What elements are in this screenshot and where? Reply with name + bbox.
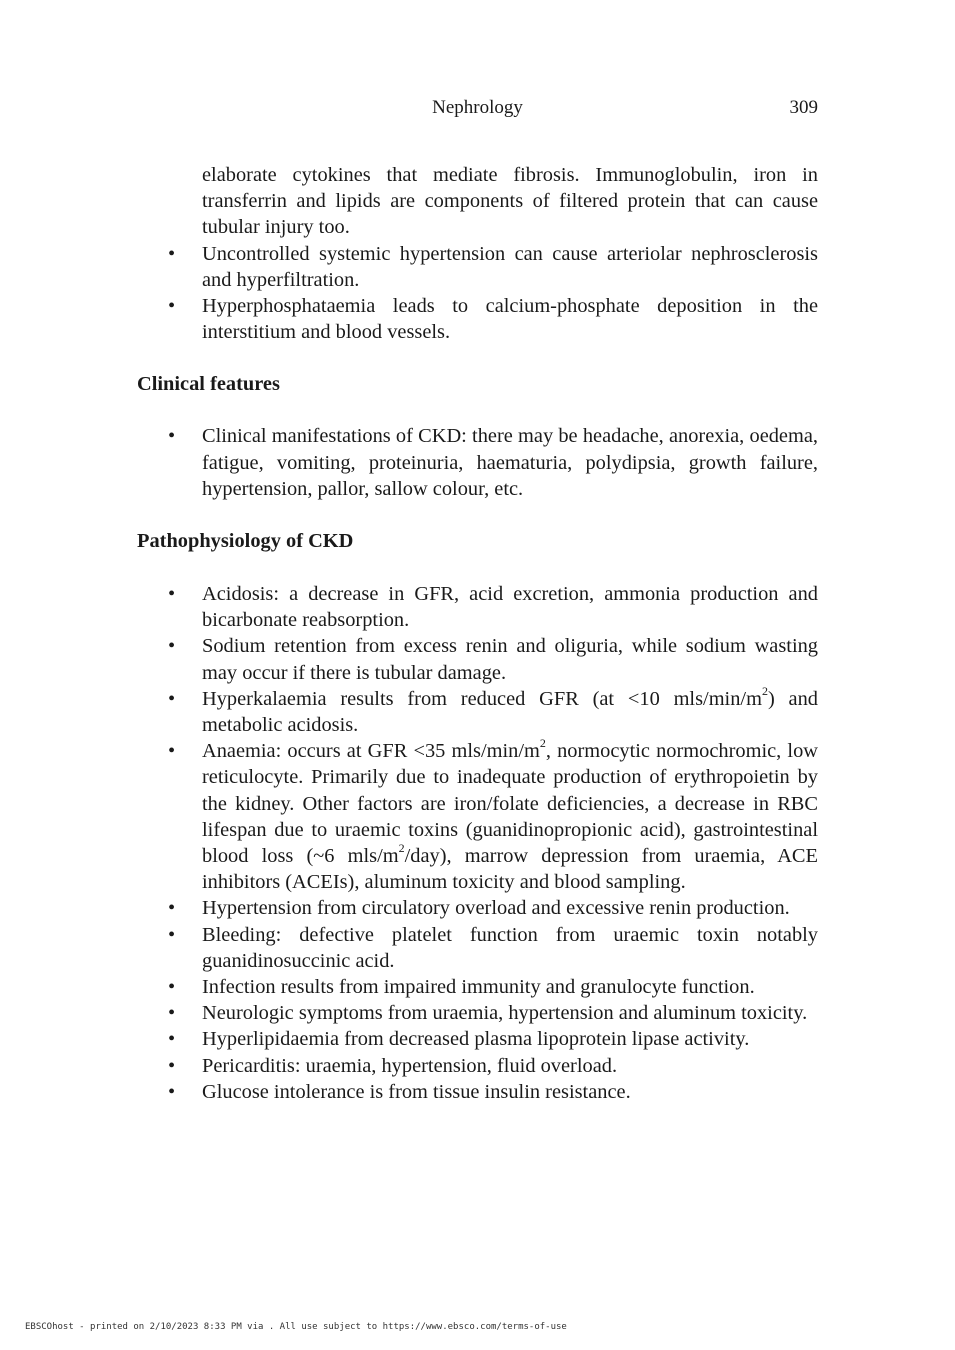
bullet-icon: • — [168, 740, 176, 763]
bullet-icon: • — [168, 976, 176, 999]
superscript: 2 — [761, 684, 768, 699]
page-number: 309 — [789, 97, 818, 118]
section-heading-pathophysiology: Pathophysiology of CKD — [137, 530, 354, 553]
list-item: • Hypertension from circulatory overload and excessive renin production. — [137, 895, 818, 921]
bullet-icon: • — [168, 295, 176, 318]
list-item: • Hyperlipidaemia from decreased plasma lipoprotein lipase activity. — [137, 1026, 818, 1052]
bullet-icon: • — [168, 425, 176, 448]
intro-bullet-list — [137, 241, 818, 346]
bullet-icon: • — [168, 923, 176, 946]
bullet-icon: • — [168, 687, 176, 710]
bullet-icon: • — [168, 242, 176, 265]
running-title: Nephrology — [432, 97, 523, 118]
list-item: • Clinical manifestations of CKD: there may be headache, anorexia, oedema, fatigue, vomiting, proteinuria, haematuria, polydipsia, growth failure, hypertension, pallor, sallow colour, etc. — [168, 425, 818, 500]
bullet-icon: • — [168, 1054, 176, 1077]
bullet-icon: • — [168, 1080, 176, 1103]
list-item: • Pericarditis: uraemia, hypertension, fluid overload. — [137, 1053, 818, 1079]
list-item: • Bleeding: defective platelet function from uraemic toxin notably guanidinosuccinic acid. — [168, 923, 818, 972]
continuation-paragraph: elaborate cytokines that mediate fibrosis. Immunoglobulin, iron in transferrin and lipids are components of filtered protein that can cause tubular injury too. — [202, 164, 818, 239]
list-item: • Acidosis: a decrease in GFR, acid excretion, ammonia production and bicarbonate reabsorption. — [168, 583, 818, 632]
bullet-icon: • — [168, 635, 176, 658]
ebsco-footer-notice: EBSCOhost - printed on 2/10/2023 8:33 PM via . All use subject to https://www.ebsco.com/terms-of-use — [25, 1322, 567, 1332]
list-item: • Glucose intolerance is from tissue insulin resistance. — [137, 1079, 818, 1105]
superscript: 2 — [539, 736, 546, 751]
list-item: • Sodium retention from excess renin and oliguria, while sodium wasting may occur if there is tubular damage. — [168, 635, 818, 684]
list-item: • Hyperphosphataemia leads to calcium-phosphate deposition in the interstitium and blood vessels. — [168, 295, 818, 344]
section-heading-clinical-features: Clinical features — [137, 373, 280, 396]
bullet-icon: • — [168, 897, 176, 920]
bullet-icon: • — [168, 583, 176, 606]
page-body — [137, 162, 818, 1105]
list-item: • Infection results from impaired immunity and granulocyte function. — [137, 974, 818, 1000]
clinical-bullet-list — [137, 423, 818, 502]
list-item: • Neurologic symptoms from uraemia, hypertension and aluminum toxicity. — [137, 1000, 818, 1026]
list-item: • Uncontrolled systemic hypertension can cause arteriolar nephrosclerosis and hyperfiltration. — [168, 242, 818, 291]
pathophysiology-bullet-list — [137, 581, 818, 1105]
bullet-icon: • — [168, 1002, 176, 1025]
bullet-icon: • — [168, 1028, 176, 1051]
superscript: 2 — [398, 841, 405, 856]
list-item: • Anaemia: occurs at GFR <35 mls/$\min/m^2$, normocytic normochromic, low reticulocyte. Primarily due to inadequate production of erythropoietin by the kidney. Other factors are iron/folate deficiencies, a decrease in RBC lifespan due to uraemic toxins (guanidinopropionic acid), gastrointestinal blood loss (~6 mls/$m^2/day$), marrow depression from uraemia, ACE inhibitors (ACEIs), aluminum toxicity and blood sampling. — [168, 736, 818, 894]
list-item: • Hyperkalaemia results from reduced GFR (at <10 mls/$\min/m^2$) and metabolic acidosis. — [168, 684, 818, 737]
running-head — [0, 97, 955, 123]
